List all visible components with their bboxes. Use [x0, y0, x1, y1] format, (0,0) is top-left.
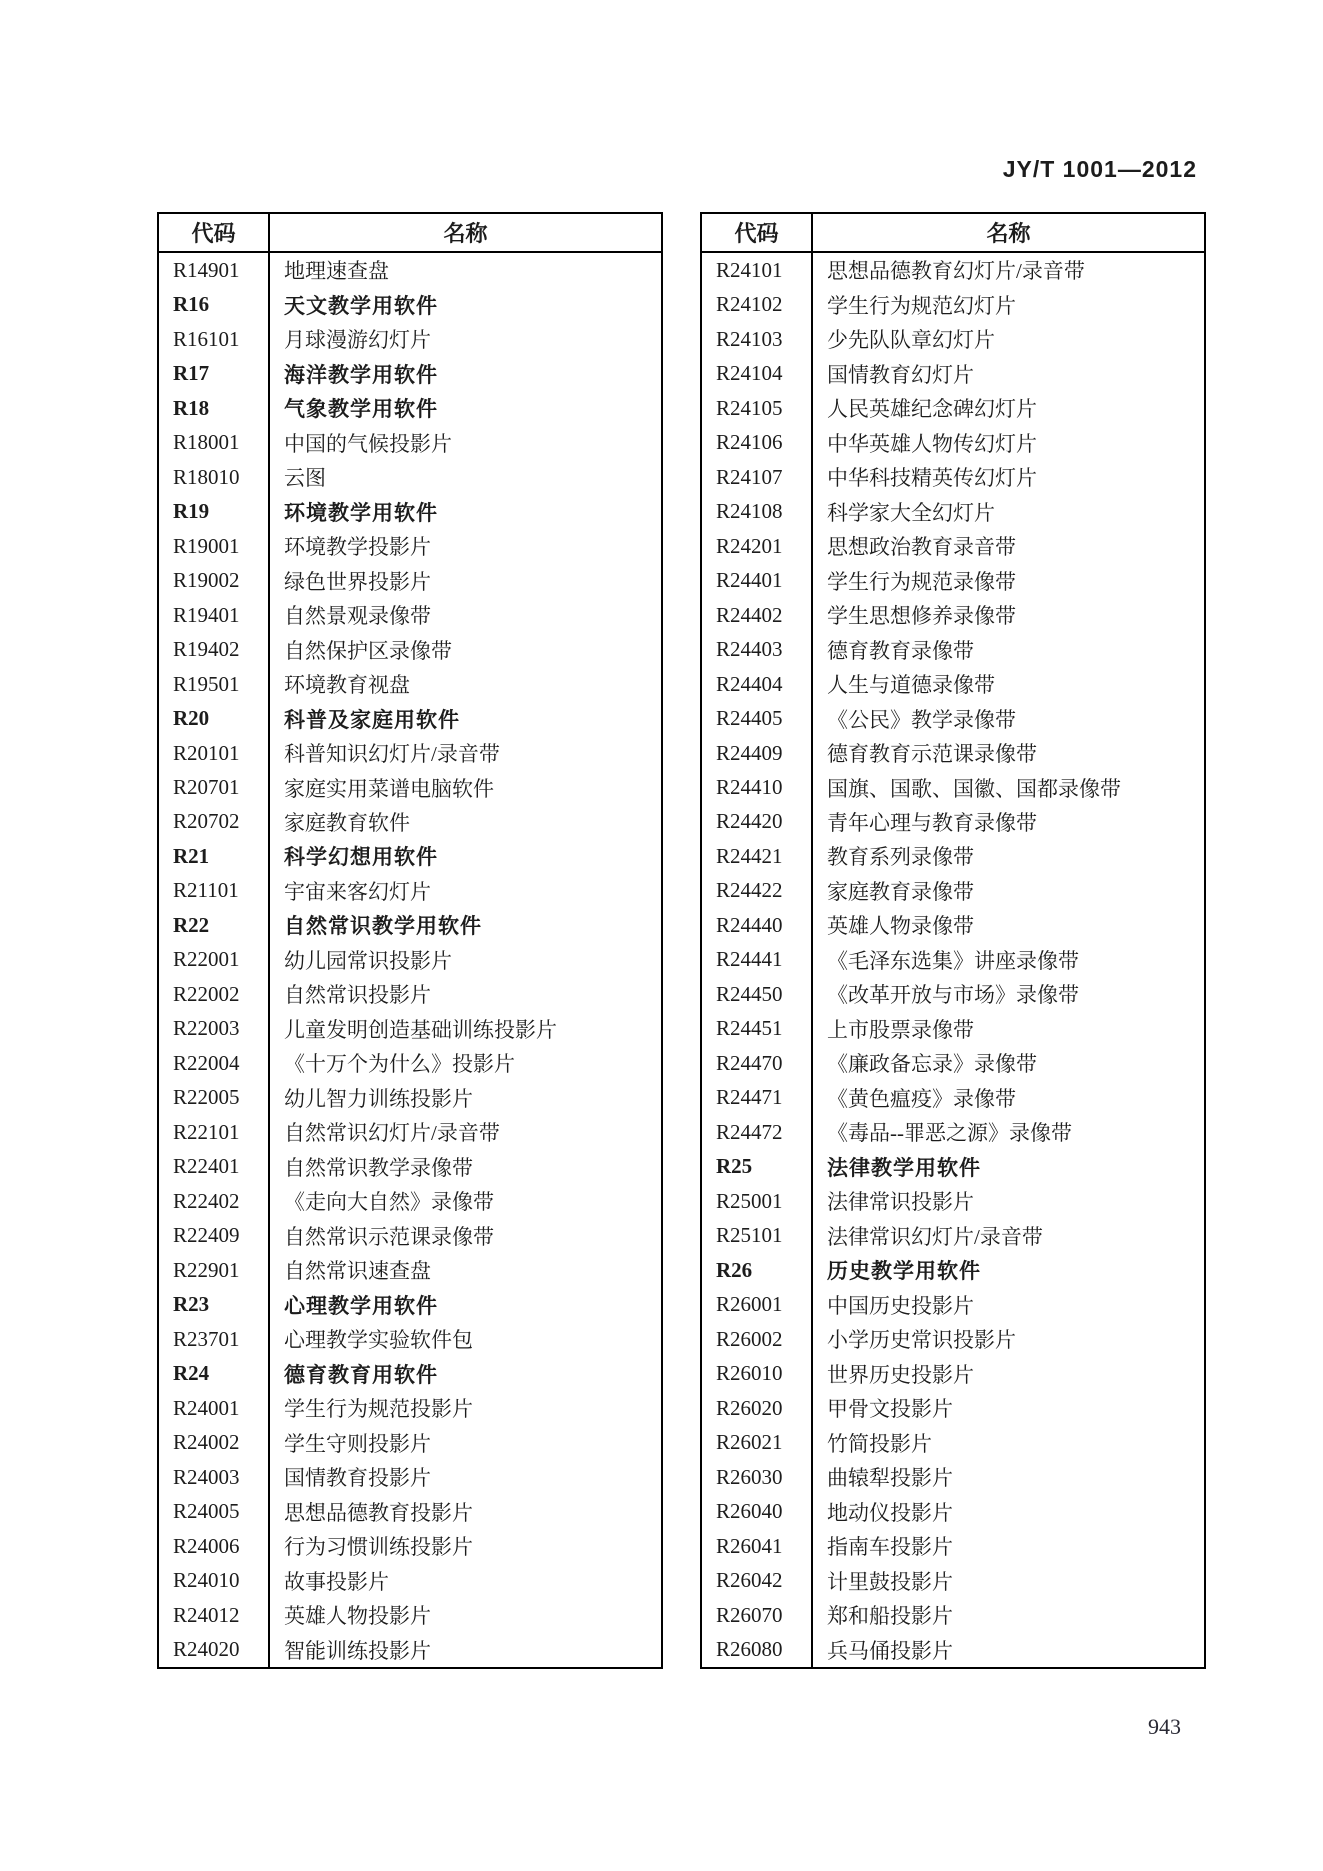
- table-row: [159, 1081, 661, 1115]
- table-row: [159, 943, 661, 977]
- table-row: [159, 1598, 661, 1632]
- name-cell: 自然景观录像带: [284, 604, 431, 629]
- name-cell: 学生思想修养录像带: [827, 604, 1016, 629]
- code-cell: R24002: [159, 1425, 270, 1459]
- code-cell: R16: [159, 287, 270, 321]
- table-row: [702, 563, 1204, 597]
- code-cell: R23701: [159, 1322, 270, 1356]
- table-row: [159, 287, 661, 321]
- table-row: [702, 701, 1204, 735]
- code-cell: R20701: [159, 770, 270, 804]
- table-row: [702, 1494, 1204, 1528]
- table-row: [702, 391, 1204, 425]
- code-cell: R20702: [159, 805, 270, 839]
- code-cell: R24101: [702, 253, 813, 287]
- code-cell: R22005: [159, 1081, 270, 1115]
- table-row: [702, 598, 1204, 632]
- name-cell: 自然常识教学用软件: [284, 915, 482, 939]
- name-cell: 科普知识幻灯片/录音带: [284, 742, 500, 767]
- name-cell: 家庭教育软件: [284, 810, 410, 835]
- code-cell: R24410: [702, 770, 813, 804]
- name-cell: 天文教学用软件: [284, 294, 438, 318]
- table-row: [702, 460, 1204, 494]
- code-cell: R24421: [702, 839, 813, 873]
- name-cell: 教育系列录像带: [827, 845, 974, 870]
- table-row: [159, 977, 661, 1011]
- name-cell: 《廉政备忘录》录像带: [827, 1052, 1037, 1077]
- code-cell: R24003: [159, 1460, 270, 1494]
- code-cell: R21: [159, 839, 270, 873]
- table-row: [702, 322, 1204, 356]
- name-cell: 故事投影片: [284, 1569, 389, 1594]
- name-cell: 竹简投影片: [827, 1431, 932, 1456]
- code-cell: R19: [159, 494, 270, 528]
- table-row: [702, 529, 1204, 563]
- table-row: [702, 632, 1204, 666]
- table-row: [702, 839, 1204, 873]
- code-cell: R22001: [159, 943, 270, 977]
- name-cell: 云图: [284, 466, 326, 491]
- code-column-header: 代码: [702, 214, 813, 251]
- code-cell: R25: [702, 1150, 813, 1184]
- table-row: [159, 1288, 661, 1322]
- name-cell: 《走向大自然》录像带: [284, 1190, 494, 1215]
- code-cell: R21101: [159, 874, 270, 908]
- table-row: [159, 529, 661, 563]
- name-cell: 地动仪投影片: [827, 1500, 953, 1525]
- name-cell: 国旗、国歌、国徽、国都录像带: [827, 776, 1121, 801]
- left-code-table: [157, 212, 663, 1669]
- code-cell: R24102: [702, 287, 813, 321]
- table-row: [702, 1563, 1204, 1597]
- code-cell: R20101: [159, 736, 270, 770]
- table-row: [159, 1529, 661, 1563]
- code-cell: R22: [159, 908, 270, 942]
- table-row: [159, 494, 661, 528]
- table-row: [702, 1529, 1204, 1563]
- name-cell: 学生行为规范录像带: [827, 569, 1016, 594]
- code-cell: R24402: [702, 598, 813, 632]
- table-row: [159, 1012, 661, 1046]
- name-cell: 心理教学实验软件包: [284, 1328, 473, 1353]
- name-cell: 德育教育示范课录像带: [827, 742, 1037, 767]
- name-cell: 自然常识投影片: [284, 983, 431, 1008]
- table-row: [159, 1460, 661, 1494]
- code-cell: R26080: [702, 1632, 813, 1666]
- code-cell: R24401: [702, 563, 813, 597]
- name-cell: 气象教学用软件: [284, 398, 438, 422]
- table-row: [159, 667, 661, 701]
- code-cell: R26021: [702, 1425, 813, 1459]
- code-cell: R24107: [702, 460, 813, 494]
- name-cell: 人生与道德录像带: [827, 673, 995, 698]
- table-row: [702, 1012, 1204, 1046]
- name-cell: 科普及家庭用软件: [284, 708, 460, 732]
- table-row: [702, 1184, 1204, 1218]
- code-cell: R25001: [702, 1184, 813, 1218]
- table-row: [702, 977, 1204, 1011]
- code-cell: R18001: [159, 425, 270, 459]
- table-row: [159, 563, 661, 597]
- code-cell: R26020: [702, 1391, 813, 1425]
- name-cell: 上市股票录像带: [827, 1017, 974, 1042]
- code-cell: R24001: [159, 1391, 270, 1425]
- name-cell: 学生行为规范投影片: [284, 1397, 473, 1422]
- table-row: [702, 874, 1204, 908]
- table-row: [702, 1598, 1204, 1632]
- code-cell: R24420: [702, 805, 813, 839]
- name-cell: 宇宙来客幻灯片: [284, 879, 431, 904]
- name-cell: 自然保护区录像带: [284, 638, 452, 663]
- table-row: [159, 632, 661, 666]
- code-cell: R19001: [159, 529, 270, 563]
- code-cell: R26002: [702, 1322, 813, 1356]
- code-cell: R24020: [159, 1632, 270, 1666]
- name-cell: 法律教学用软件: [827, 1156, 981, 1180]
- code-cell: R19002: [159, 563, 270, 597]
- table-header-row: [159, 214, 661, 253]
- name-cell: 英雄人物投影片: [284, 1604, 431, 1629]
- name-cell: 郑和船投影片: [827, 1604, 953, 1629]
- code-cell: R22409: [159, 1219, 270, 1253]
- table-row: [159, 253, 661, 287]
- name-cell: 《毒品--罪恶之源》录像带: [827, 1121, 1072, 1146]
- name-cell: 中华英雄人物传幻灯片: [827, 431, 1037, 456]
- code-cell: R24106: [702, 425, 813, 459]
- code-cell: R22002: [159, 977, 270, 1011]
- name-cell: 思想品德教育投影片: [284, 1500, 473, 1525]
- table-row: [159, 1150, 661, 1184]
- code-cell: R22004: [159, 1046, 270, 1080]
- table-row: [159, 1046, 661, 1080]
- table-row: [702, 1253, 1204, 1287]
- name-cell: 科学幻想用软件: [284, 846, 438, 870]
- code-cell: R25101: [702, 1219, 813, 1253]
- code-cell: R19501: [159, 667, 270, 701]
- name-cell: 法律常识投影片: [827, 1190, 974, 1215]
- name-cell: 儿童发明创造基础训练投影片: [284, 1017, 557, 1042]
- name-cell: 自然常识教学录像带: [284, 1155, 473, 1180]
- name-cell: 德育教育录像带: [827, 638, 974, 663]
- name-cell: 《公民》教学录像带: [827, 707, 1016, 732]
- name-cell: 思想政治教育录音带: [827, 535, 1016, 560]
- name-cell: 环境教学投影片: [284, 535, 431, 560]
- name-cell: 甲骨文投影片: [827, 1397, 953, 1422]
- code-cell: R24005: [159, 1494, 270, 1528]
- name-cell: 家庭教育录像带: [827, 879, 974, 904]
- table-row: [702, 805, 1204, 839]
- code-cell: R26030: [702, 1460, 813, 1494]
- table-row: [159, 770, 661, 804]
- code-cell: R19402: [159, 632, 270, 666]
- code-cell: R24108: [702, 494, 813, 528]
- table-row: [159, 322, 661, 356]
- table-row: [159, 839, 661, 873]
- table-row: [702, 943, 1204, 977]
- table-row: [159, 1184, 661, 1218]
- name-cell: 《十万个为什么》投影片: [284, 1052, 515, 1077]
- code-cell: R14901: [159, 253, 270, 287]
- code-cell: R26: [702, 1253, 813, 1287]
- table-row: [702, 1081, 1204, 1115]
- name-column-header: 名称: [443, 221, 488, 246]
- code-cell: R17: [159, 356, 270, 390]
- table-row: [702, 356, 1204, 390]
- table-row: [702, 1357, 1204, 1391]
- table-row: [702, 1632, 1204, 1666]
- code-cell: R24404: [702, 667, 813, 701]
- code-cell: R24441: [702, 943, 813, 977]
- table-row: [702, 1115, 1204, 1149]
- name-cell: 国情教育幻灯片: [827, 362, 974, 387]
- name-cell: 《改革开放与市场》录像带: [827, 983, 1079, 1008]
- table-row: [702, 494, 1204, 528]
- name-cell: 自然常识速查盘: [284, 1259, 431, 1284]
- name-cell: 中国历史投影片: [827, 1293, 974, 1318]
- code-cell: R19401: [159, 598, 270, 632]
- name-column-header: 名称: [986, 221, 1031, 246]
- table-row: [159, 425, 661, 459]
- name-cell: 智能训练投影片: [284, 1638, 431, 1663]
- name-cell: 环境教学用软件: [284, 501, 438, 525]
- name-cell: 中华科技精英传幻灯片: [827, 466, 1037, 491]
- name-cell: 英雄人物录像带: [827, 914, 974, 939]
- right-table-body: [702, 253, 1204, 1667]
- name-cell: 曲辕犁投影片: [827, 1466, 953, 1491]
- table-row: [702, 667, 1204, 701]
- code-cell: R24403: [702, 632, 813, 666]
- code-cell: R24104: [702, 356, 813, 390]
- table-row: [702, 1391, 1204, 1425]
- name-cell: 兵马俑投影片: [827, 1638, 953, 1663]
- code-cell: R18: [159, 391, 270, 425]
- name-cell: 自然常识示范课录像带: [284, 1224, 494, 1249]
- name-cell: 历史教学用软件: [827, 1260, 981, 1284]
- code-cell: R26070: [702, 1598, 813, 1632]
- code-cell: R26010: [702, 1357, 813, 1391]
- name-cell: 《毛泽东选集》讲座录像带: [827, 948, 1079, 973]
- name-cell: 思想品德教育幻灯片/录音带: [827, 259, 1085, 284]
- code-cell: R16101: [159, 322, 270, 356]
- name-cell: 幼儿园常识投影片: [284, 948, 452, 973]
- table-row: [159, 701, 661, 735]
- name-cell: 科学家大全幻灯片: [827, 500, 995, 525]
- name-cell: 世界历史投影片: [827, 1362, 974, 1387]
- code-cell: R26040: [702, 1494, 813, 1528]
- table-row: [702, 770, 1204, 804]
- code-cell: R24451: [702, 1012, 813, 1046]
- code-cell: R24006: [159, 1529, 270, 1563]
- name-cell: 国情教育投影片: [284, 1466, 431, 1491]
- name-cell: 心理教学用软件: [284, 1294, 438, 1318]
- code-cell: R24422: [702, 874, 813, 908]
- table-row: [159, 1425, 661, 1459]
- name-cell: 地理速查盘: [284, 259, 389, 284]
- table-row: [159, 598, 661, 632]
- name-cell: 计里鼓投影片: [827, 1569, 953, 1594]
- name-cell: 行为习惯训练投影片: [284, 1535, 473, 1560]
- table-row: [702, 425, 1204, 459]
- code-cell: R24010: [159, 1563, 270, 1597]
- name-cell: 家庭实用菜谱电脑软件: [284, 776, 494, 801]
- code-cell: R26041: [702, 1529, 813, 1563]
- code-cell: R23: [159, 1288, 270, 1322]
- code-cell: R24012: [159, 1598, 270, 1632]
- name-cell: 德育教育用软件: [284, 1363, 438, 1387]
- name-cell: 海洋教学用软件: [284, 363, 438, 387]
- standard-code-header: JY/T 1001—2012: [1002, 156, 1197, 182]
- name-cell: 月球漫游幻灯片: [284, 328, 431, 353]
- code-cell: R24470: [702, 1046, 813, 1080]
- table-row: [159, 1115, 661, 1149]
- table-row: [702, 1219, 1204, 1253]
- table-row: [159, 736, 661, 770]
- code-cell: R22401: [159, 1150, 270, 1184]
- page-number: 943: [1148, 1714, 1181, 1739]
- name-cell: 绿色世界投影片: [284, 569, 431, 594]
- table-row: [702, 287, 1204, 321]
- code-cell: R18010: [159, 460, 270, 494]
- table-row: [702, 1150, 1204, 1184]
- name-cell: 自然常识幻灯片/录音带: [284, 1121, 500, 1146]
- table-row: [702, 253, 1204, 287]
- table-row: [159, 1219, 661, 1253]
- table-row: [159, 1357, 661, 1391]
- name-cell: 《黄色瘟疫》录像带: [827, 1086, 1016, 1111]
- name-cell: 指南车投影片: [827, 1535, 953, 1560]
- code-cell: R24472: [702, 1115, 813, 1149]
- table-row: [702, 1046, 1204, 1080]
- code-cell: R22101: [159, 1115, 270, 1149]
- code-cell: R22901: [159, 1253, 270, 1287]
- name-cell: 法律常识幻灯片/录音带: [827, 1224, 1043, 1249]
- name-cell: 学生守则投影片: [284, 1431, 431, 1456]
- code-cell: R26042: [702, 1563, 813, 1597]
- table-row: [159, 1391, 661, 1425]
- name-cell: 中国的气候投影片: [284, 431, 452, 456]
- name-cell: 小学历史常识投影片: [827, 1328, 1016, 1353]
- table-row: [159, 1322, 661, 1356]
- code-cell: R24409: [702, 736, 813, 770]
- table-row: [159, 805, 661, 839]
- table-row: [159, 1563, 661, 1597]
- code-cell: R24105: [702, 391, 813, 425]
- name-cell: 环境教育视盘: [284, 673, 410, 698]
- table-row: [159, 391, 661, 425]
- table-row: [159, 356, 661, 390]
- table-row: [159, 460, 661, 494]
- table-row: [702, 908, 1204, 942]
- code-cell: R24440: [702, 908, 813, 942]
- right-code-table: [700, 212, 1206, 1669]
- code-cell: R24450: [702, 977, 813, 1011]
- name-cell: 学生行为规范幻灯片: [827, 293, 1016, 318]
- code-cell: R24471: [702, 1081, 813, 1115]
- name-cell: 幼儿智力训练投影片: [284, 1086, 473, 1111]
- name-cell: 青年心理与教育录像带: [827, 810, 1037, 835]
- table-row: [702, 1322, 1204, 1356]
- table-row: [702, 1460, 1204, 1494]
- code-cell: R24: [159, 1357, 270, 1391]
- table-row: [159, 1253, 661, 1287]
- table-header-row: [702, 214, 1204, 253]
- table-row: [702, 1288, 1204, 1322]
- table-row: [159, 908, 661, 942]
- table-row: [159, 874, 661, 908]
- code-cell: R22402: [159, 1184, 270, 1218]
- code-cell: R24405: [702, 701, 813, 735]
- table-row: [159, 1632, 661, 1666]
- name-cell: 少先队队章幻灯片: [827, 328, 995, 353]
- code-cell: R26001: [702, 1288, 813, 1322]
- code-column-header: 代码: [159, 214, 270, 251]
- code-cell: R22003: [159, 1012, 270, 1046]
- code-cell: R24103: [702, 322, 813, 356]
- code-cell: R20: [159, 701, 270, 735]
- name-cell: 人民英雄纪念碑幻灯片: [827, 397, 1037, 422]
- table-row: [702, 1425, 1204, 1459]
- table-row: [702, 736, 1204, 770]
- table-row: [159, 1494, 661, 1528]
- left-table-body: [159, 253, 661, 1667]
- code-cell: R24201: [702, 529, 813, 563]
